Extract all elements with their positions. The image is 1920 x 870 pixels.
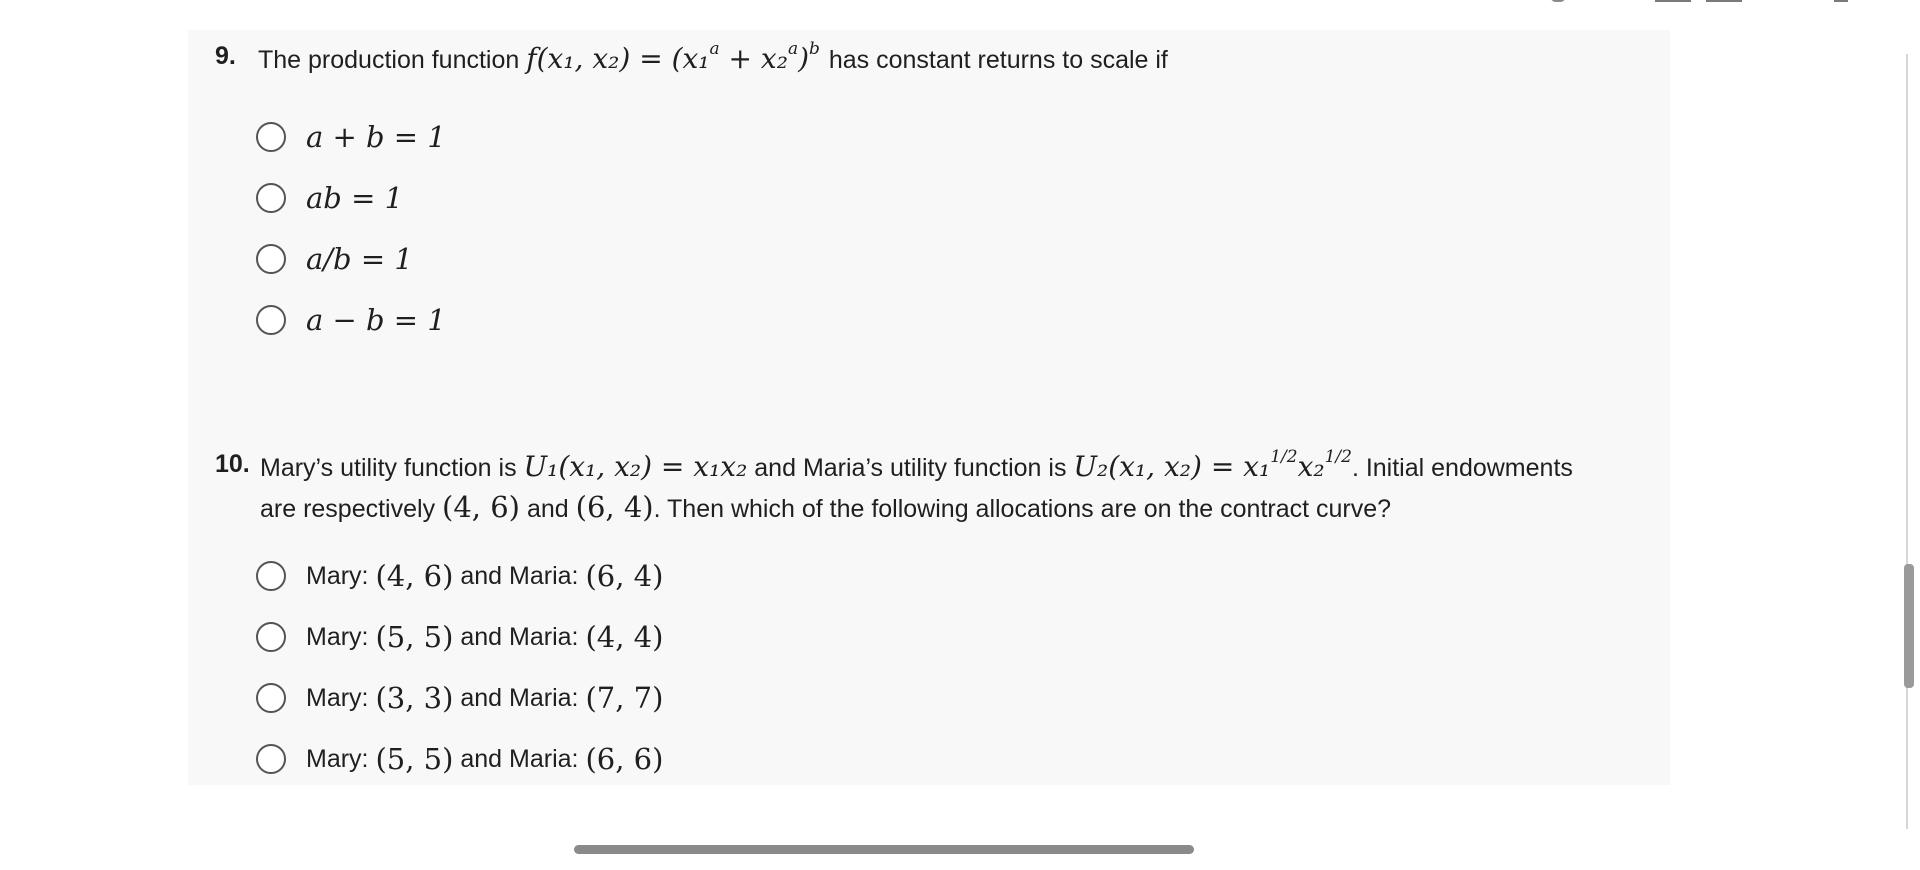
option-mary-label: Mary: [306,683,376,712]
option-maria-value: (6, 4) [585,559,664,593]
exponent: 1/2 [1270,446,1298,467]
radio-button[interactable] [256,183,286,213]
answer-option[interactable] [256,615,663,659]
question-9-heading [215,42,236,71]
radio-button[interactable] [256,683,286,713]
question-text: and [526,495,569,523]
answer-option[interactable] [256,176,403,220]
question-number: 10. [215,450,250,478]
top-edge-control [1706,0,1742,2]
answer-option[interactable] [256,237,413,281]
option-label: a + b = 1 [306,120,446,154]
horizontal-scrollbar[interactable] [574,845,1194,854]
top-edge-control [1550,0,1566,2]
function-rhs: (x₁ [671,42,710,75]
answer-option[interactable] [256,298,446,342]
answer-option[interactable] [256,554,663,598]
option-maria-value: (4, 4) [585,620,664,654]
option-mary-value: (5, 5) [375,620,454,654]
question-10-text-line1 [260,446,1573,483]
top-edge-control [1834,0,1848,2]
option-label: a − b = 1 [306,303,446,337]
utility-function-2-base: U₂(x₁, x₂) = x₁ [1073,450,1271,483]
question-text: are respectively [260,495,436,523]
radio-button[interactable] [256,244,286,274]
option-maria-label: and Maria: [453,683,586,712]
question-text: has constant returns to scale if [828,46,1168,74]
option-maria-label: and Maria: [453,622,586,651]
question-number: 9. [215,42,236,70]
option-mary-value: (4, 6) [375,559,454,593]
question-text: and Maria’s utility function is [754,454,1067,482]
exponent: 1/2 [1324,446,1352,467]
endowment-2: (6, 4) [575,490,654,524]
utility-function-1: U₁(x₁, x₂) = x₁x₂ [523,450,748,483]
option-maria-label: and Maria: [453,744,586,773]
function-lhs: f(x₁, x₂) [526,42,631,75]
question-text: . Then which of the following allocations are on the contract curve? [653,495,1392,523]
option-maria-value: (7, 7) [585,681,664,715]
exponent: a [787,38,799,59]
radio-button[interactable] [256,305,286,335]
option-label: ab = 1 [306,181,404,215]
option-label: a/b = 1 [306,242,413,276]
question-text: . Initial endowments [1351,454,1573,482]
vertical-scrollbar-thumb[interactable] [1904,564,1914,688]
vertical-scrollbar-track[interactable] [1906,54,1908,829]
utility-function-2-mid: x₂ [1297,450,1325,483]
answer-option[interactable] [256,737,663,781]
radio-button[interactable] [256,561,286,591]
answer-option[interactable] [256,115,446,159]
question-9-text [258,38,1168,75]
question-text: Mary’s utility function is [260,454,517,482]
option-maria-label: and Maria: [453,561,586,590]
function-rhs: ) [798,42,810,75]
option-mary-label: Mary: [306,561,376,590]
radio-button[interactable] [256,744,286,774]
exponent: a [709,38,720,59]
exponent: b [809,38,820,59]
top-edge-control [1655,0,1691,2]
option-mary-label: Mary: [306,622,376,651]
equals-sign: = [639,42,663,75]
function-expression [526,38,829,75]
option-mary-value: (3, 3) [375,681,454,715]
endowment-1: (4, 6) [442,490,520,524]
radio-button[interactable] [256,122,286,152]
question-10-text-line2 [260,490,1391,524]
question-text: The production function [258,46,520,74]
option-mary-value: (5, 5) [375,742,454,776]
function-rhs: + x₂ [719,42,788,75]
utility-function-2 [1073,446,1352,483]
option-maria-value: (6, 6) [585,742,664,776]
option-mary-label: Mary: [306,744,376,773]
question-10-heading [215,450,250,479]
answer-option[interactable] [256,676,663,720]
radio-button[interactable] [256,622,286,652]
